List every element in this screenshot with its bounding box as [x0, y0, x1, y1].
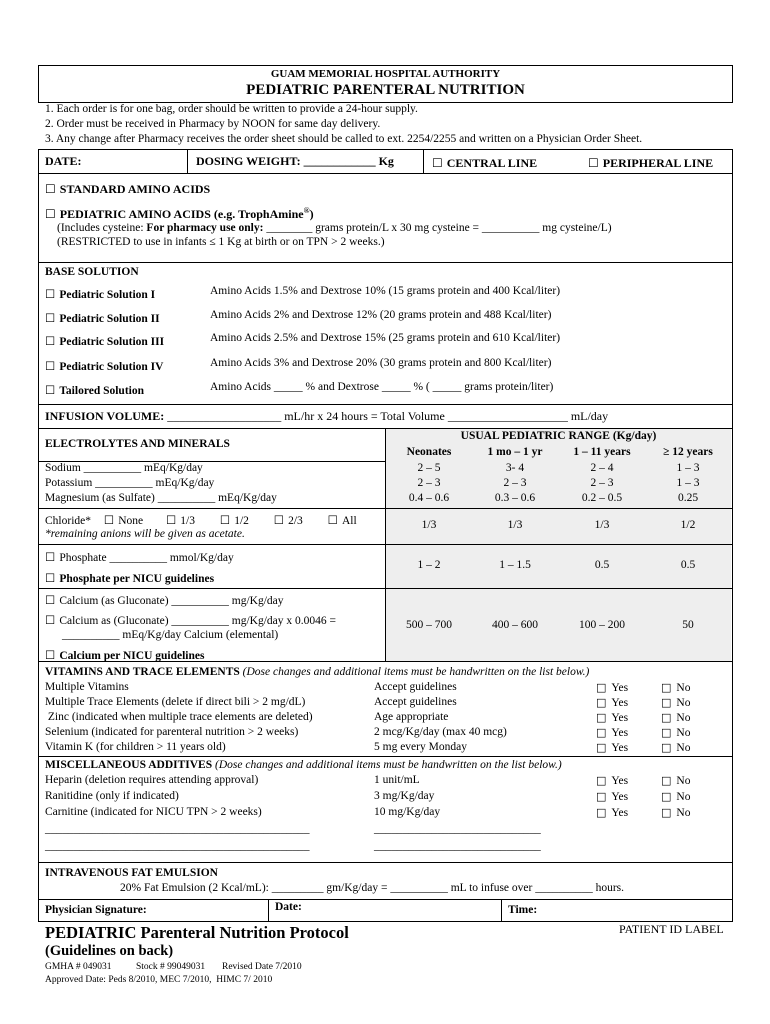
additive-name: Carnitine (indicated for NICU TPN > 2 weeks) [45, 806, 262, 818]
solution-1-checkbox[interactable]: ☐ Pediatric Solution I [45, 287, 155, 301]
additive-name: Heparin (deletion requires attending approval) [45, 774, 259, 786]
chloride-row [45, 513, 357, 527]
vitamin-yes-checkbox[interactable]: □ Yes [596, 681, 628, 694]
vitamin-name: Vitamin K (for children > 11 years old) [45, 741, 226, 753]
chloride-1-3-checkbox[interactable]: ☐ 1/3 [166, 515, 195, 527]
infusion-volume-label: INFUSION VOLUME: [45, 409, 165, 423]
pharmacy-use-only: For pharmacy use only: [146, 222, 264, 234]
range-cell: 2 – 3 [503, 477, 527, 489]
infusion-volume-calc: ___________________ mL/hr x 24 hours = Total Volume ____________________ mL/day [167, 409, 609, 423]
range-cell: 1/3 [507, 519, 523, 531]
signature-date-field[interactable]: Date: [275, 901, 302, 913]
range-cell: 500 – 700 [406, 619, 452, 631]
range-cell: 3- 4 [505, 462, 525, 474]
additive-no-checkbox[interactable]: □ No [661, 806, 690, 819]
patient-id-label: PATIENT ID LABEL [619, 922, 724, 936]
solution-1-desc: Amino Acids 1.5% and Dextrose 10% (15 grams protein and 400 Kcal/liter) [210, 285, 561, 297]
range-cell: 0.5 [680, 559, 696, 571]
range-cell: 0.5 [594, 559, 610, 571]
vitamin-dose: 2 mcg/Kg/day (max 40 mcg) [374, 726, 507, 738]
range-cell: 1/3 [594, 519, 610, 531]
fat-heading: INTRAVENOUS FAT EMULSION [45, 867, 218, 879]
blank-additive-line[interactable]: ______________________________________________ [45, 823, 310, 835]
vitamins-heading [45, 666, 589, 678]
range-cell: 0.4 – 0.6 [408, 492, 450, 504]
vitamin-no-checkbox[interactable]: □ No [661, 726, 690, 739]
chloride-none-checkbox[interactable]: ☐ None [104, 515, 143, 527]
range-cell: 0.3 – 0.6 [494, 492, 536, 504]
range-cell: 2 – 3 [417, 477, 441, 489]
range-cell: 100 – 200 [579, 619, 625, 631]
vitamins-note: (Dose changes and additional items must be handwritten on the list below.) [242, 666, 590, 678]
chloride-note: *remaining anions will be given as acetate. [45, 528, 245, 540]
vitamin-yes-checkbox[interactable]: □ Yes [596, 711, 628, 724]
range-cell: 50 [682, 619, 694, 631]
calcium-nicu-checkbox[interactable]: ☐ Calcium per NICU guidelines [45, 648, 204, 662]
range-cell: 1/3 [421, 519, 437, 531]
solution-4-desc: Amino Acids 3% and Dextrose 20% (30 grams protein and 800 Kcal/liter) [210, 357, 552, 369]
additive-yes-checkbox[interactable]: □ Yes [596, 774, 628, 787]
range-cell: 1 – 3 [676, 462, 700, 474]
solution-2-checkbox[interactable]: ☐ Pediatric Solution II [45, 311, 160, 325]
chloride-1-2-checkbox[interactable]: ☐ 1/2 [220, 515, 249, 527]
revised-date: Revised Date 7/2010 [222, 962, 302, 972]
vitamin-yes-checkbox[interactable]: □ Yes [596, 741, 628, 754]
instruction-1: 1. Each order is for one bag, order should be written to provide a 24-hour supply. [45, 103, 418, 115]
vitamin-name: Selenium (indicated for parenteral nutrition > 2 weeks) [45, 726, 299, 738]
restricted-note: (RESTRICTED to use in infants ≤ 1 Kg at birth or on TPN > 2 weeks.) [57, 236, 385, 248]
solution-2-desc: Amino Acids 2% and Dextrose 12% (20 grams protein and 488 Kcal/liter) [210, 309, 552, 321]
range-cell: 1 – 1.5 [499, 559, 531, 571]
additive-no-checkbox[interactable]: □ No [661, 790, 690, 803]
cysteine-calc: ________ grams protein/L x 30 mg cysteine = __________ mg cysteine/L) [266, 222, 612, 234]
approved-date: Approved Date: Peds 8/2010, MEC 7/2010, HIMC 7/ 2010 [45, 975, 273, 985]
col-1mo-1yr: 1 mo – 1 yr [487, 446, 543, 458]
solution-tailored-checkbox[interactable]: ☐ Tailored Solution [45, 383, 144, 397]
phosphate-checkbox[interactable]: ☐ Phosphate __________ mmol/Kg/day [45, 550, 234, 564]
range-cell: 400 – 600 [492, 619, 538, 631]
peripheral-line-checkbox[interactable]: ☐ PERIPHERAL LINE [588, 156, 713, 171]
protocol-subtitle: (Guidelines on back) [45, 943, 174, 959]
form-number: GMHA # 049031 [45, 962, 112, 972]
chloride-2-3-checkbox[interactable]: ☐ 2/3 [274, 515, 303, 527]
additive-name: Ranitidine (only if indicated) [45, 790, 179, 802]
vitamin-name: Multiple Vitamins [45, 681, 129, 693]
vitamin-dose: Accept guidelines [374, 696, 457, 708]
misc-note: (Dose changes and additional items must be handwritten on the list below.) [215, 759, 562, 771]
chloride-all-checkbox[interactable]: ☐ All [328, 515, 357, 527]
chloride-label: Chloride* [45, 515, 91, 527]
vitamin-dose: Age appropriate [374, 711, 449, 723]
instruction-2: 2. Order must be received in Pharmacy by NOON for same day delivery. [45, 118, 381, 130]
signature-time-field[interactable]: Time: [508, 904, 538, 916]
potassium-field[interactable]: Potassium __________ mEq/Kg/day [45, 477, 215, 489]
vitamin-no-checkbox[interactable]: □ No [661, 741, 690, 754]
fat-emulsion-field[interactable]: 20% Fat Emulsion (2 Kcal/mL): _________ gm/Kg/day = __________ mL to infuse over __________ hours. [120, 882, 625, 894]
solution-3-desc: Amino Acids 2.5% and Dextrose 15% (25 grams protein and 610 Kcal/liter) [210, 332, 561, 344]
vitamins-title: VITAMINS AND TRACE ELEMENTS [45, 666, 240, 678]
misc-heading [45, 759, 562, 771]
registered-mark: ® [303, 206, 310, 215]
additive-dose: 1 unit/mL [374, 774, 420, 786]
calcium-gluconate-checkbox[interactable]: ☐ Calcium (as Gluconate) __________ mg/Kg/day [45, 593, 284, 607]
pediatric-amino-label: PEDIATRIC AMINO ACIDS (e.g. TrophAmine [59, 207, 304, 221]
vitamin-name: Multiple Trace Elements (delete if direct bili > 2 mg/dL) [45, 696, 306, 708]
vitamin-dose: 5 mg every Monday [374, 741, 467, 753]
infusion-volume-row[interactable] [45, 409, 608, 424]
protocol-title: PEDIATRIC Parenteral Nutrition Protocol [45, 923, 349, 942]
stock-number: Stock # 99049031 [136, 962, 206, 972]
col-12-years: ≥ 12 years [663, 446, 713, 458]
phosphate-nicu-checkbox[interactable]: ☐ Phosphate per NICU guidelines [45, 571, 214, 585]
solution-3-checkbox[interactable]: ☐ Pediatric Solution III [45, 334, 164, 348]
vitamin-dose: Accept guidelines [374, 681, 457, 693]
blank-additive-line[interactable]: ______________________________________________ [45, 840, 310, 852]
cysteine-prefix: (Includes cysteine: [57, 222, 144, 234]
calcium-gluconate-elemental-checkbox[interactable]: ☐ Calcium as (Gluconate) __________ mg/Kg/day x 0.0046 = [45, 613, 336, 627]
vitamin-no-checkbox[interactable]: □ No [661, 711, 690, 724]
form-title: PEDIATRIC PARENTERAL NUTRITION [246, 82, 525, 98]
range-heading: USUAL PEDIATRIC RANGE (Kg/day) [460, 430, 657, 442]
sodium-field[interactable]: Sodium __________ mEq/Kg/day [45, 462, 203, 474]
physician-signature-field[interactable]: Physician Signature: [45, 904, 147, 916]
dosing-weight-field[interactable]: DOSING WEIGHT: ____________ Kg [196, 154, 394, 168]
blank-dose-line[interactable]: _____________________________ [374, 823, 541, 835]
pediatric-amino-close: ) [309, 207, 314, 221]
additive-yes-checkbox[interactable]: □ Yes [596, 806, 628, 819]
base-solution-heading: BASE SOLUTION [45, 266, 139, 278]
org-name: GUAM MEMORIAL HOSPITAL AUTHORITY [270, 68, 501, 80]
solution-tailored-desc[interactable]: Amino Acids _____ % and Dextrose _____ % ( _____ grams protein/liter) [210, 381, 554, 393]
range-cell: 2 – 3 [590, 477, 614, 489]
additive-dose: 3 mg/Kg/day [374, 790, 435, 802]
range-cell: 1 – 2 [417, 559, 441, 571]
vitamin-yes-checkbox[interactable]: □ Yes [596, 726, 628, 739]
additive-no-checkbox[interactable]: □ No [661, 774, 690, 787]
additive-dose: 10 mg/Kg/day [374, 806, 441, 818]
solution-4-checkbox[interactable]: ☐ Pediatric Solution IV [45, 359, 163, 373]
calcium-elemental-field[interactable]: __________ mEq/Kg/day Calcium (elemental) [62, 629, 279, 641]
vitamin-name: Zinc (indicated when multiple trace elements are deleted) [45, 711, 313, 723]
blank-dose-line[interactable]: _____________________________ [374, 840, 541, 852]
central-line-checkbox[interactable]: ☐ CENTRAL LINE [432, 156, 537, 171]
col-neonates: Neonates [406, 446, 452, 458]
vitamin-no-checkbox[interactable]: □ No [661, 681, 690, 694]
additive-yes-checkbox[interactable]: □ Yes [596, 790, 628, 803]
range-cell: 1 – 3 [676, 477, 700, 489]
range-cell: 2 – 5 [417, 462, 441, 474]
range-cell: 1/2 [680, 519, 696, 531]
electrolytes-heading: ELECTROLYTES AND MINERALS [45, 438, 230, 450]
cysteine-line[interactable] [57, 222, 612, 234]
vitamin-no-checkbox[interactable]: □ No [661, 696, 690, 709]
misc-title: MISCELLANEOUS ADDITIVES [45, 759, 213, 771]
pediatric-amino-acids-checkbox[interactable] [45, 206, 314, 222]
range-cell: 0.2 – 0.5 [581, 492, 623, 504]
date-label[interactable]: DATE: [45, 154, 82, 168]
col-1-11-years: 1 – 11 years [573, 446, 631, 458]
standard-amino-acids-checkbox[interactable]: ☐ STANDARD AMINO ACIDS [45, 182, 210, 197]
range-cell: 2 – 4 [590, 462, 614, 474]
magnesium-field[interactable]: Magnesium (as Sulfate) __________ mEq/Kg/day [45, 492, 277, 504]
range-cell: 0.25 [677, 492, 699, 504]
instruction-3: 3. Any change after Pharmacy receives the order sheet should be called to ext. 2254/2255 and written on a Physician Order Sheet. [45, 133, 643, 145]
vitamin-yes-checkbox[interactable]: □ Yes [596, 696, 628, 709]
